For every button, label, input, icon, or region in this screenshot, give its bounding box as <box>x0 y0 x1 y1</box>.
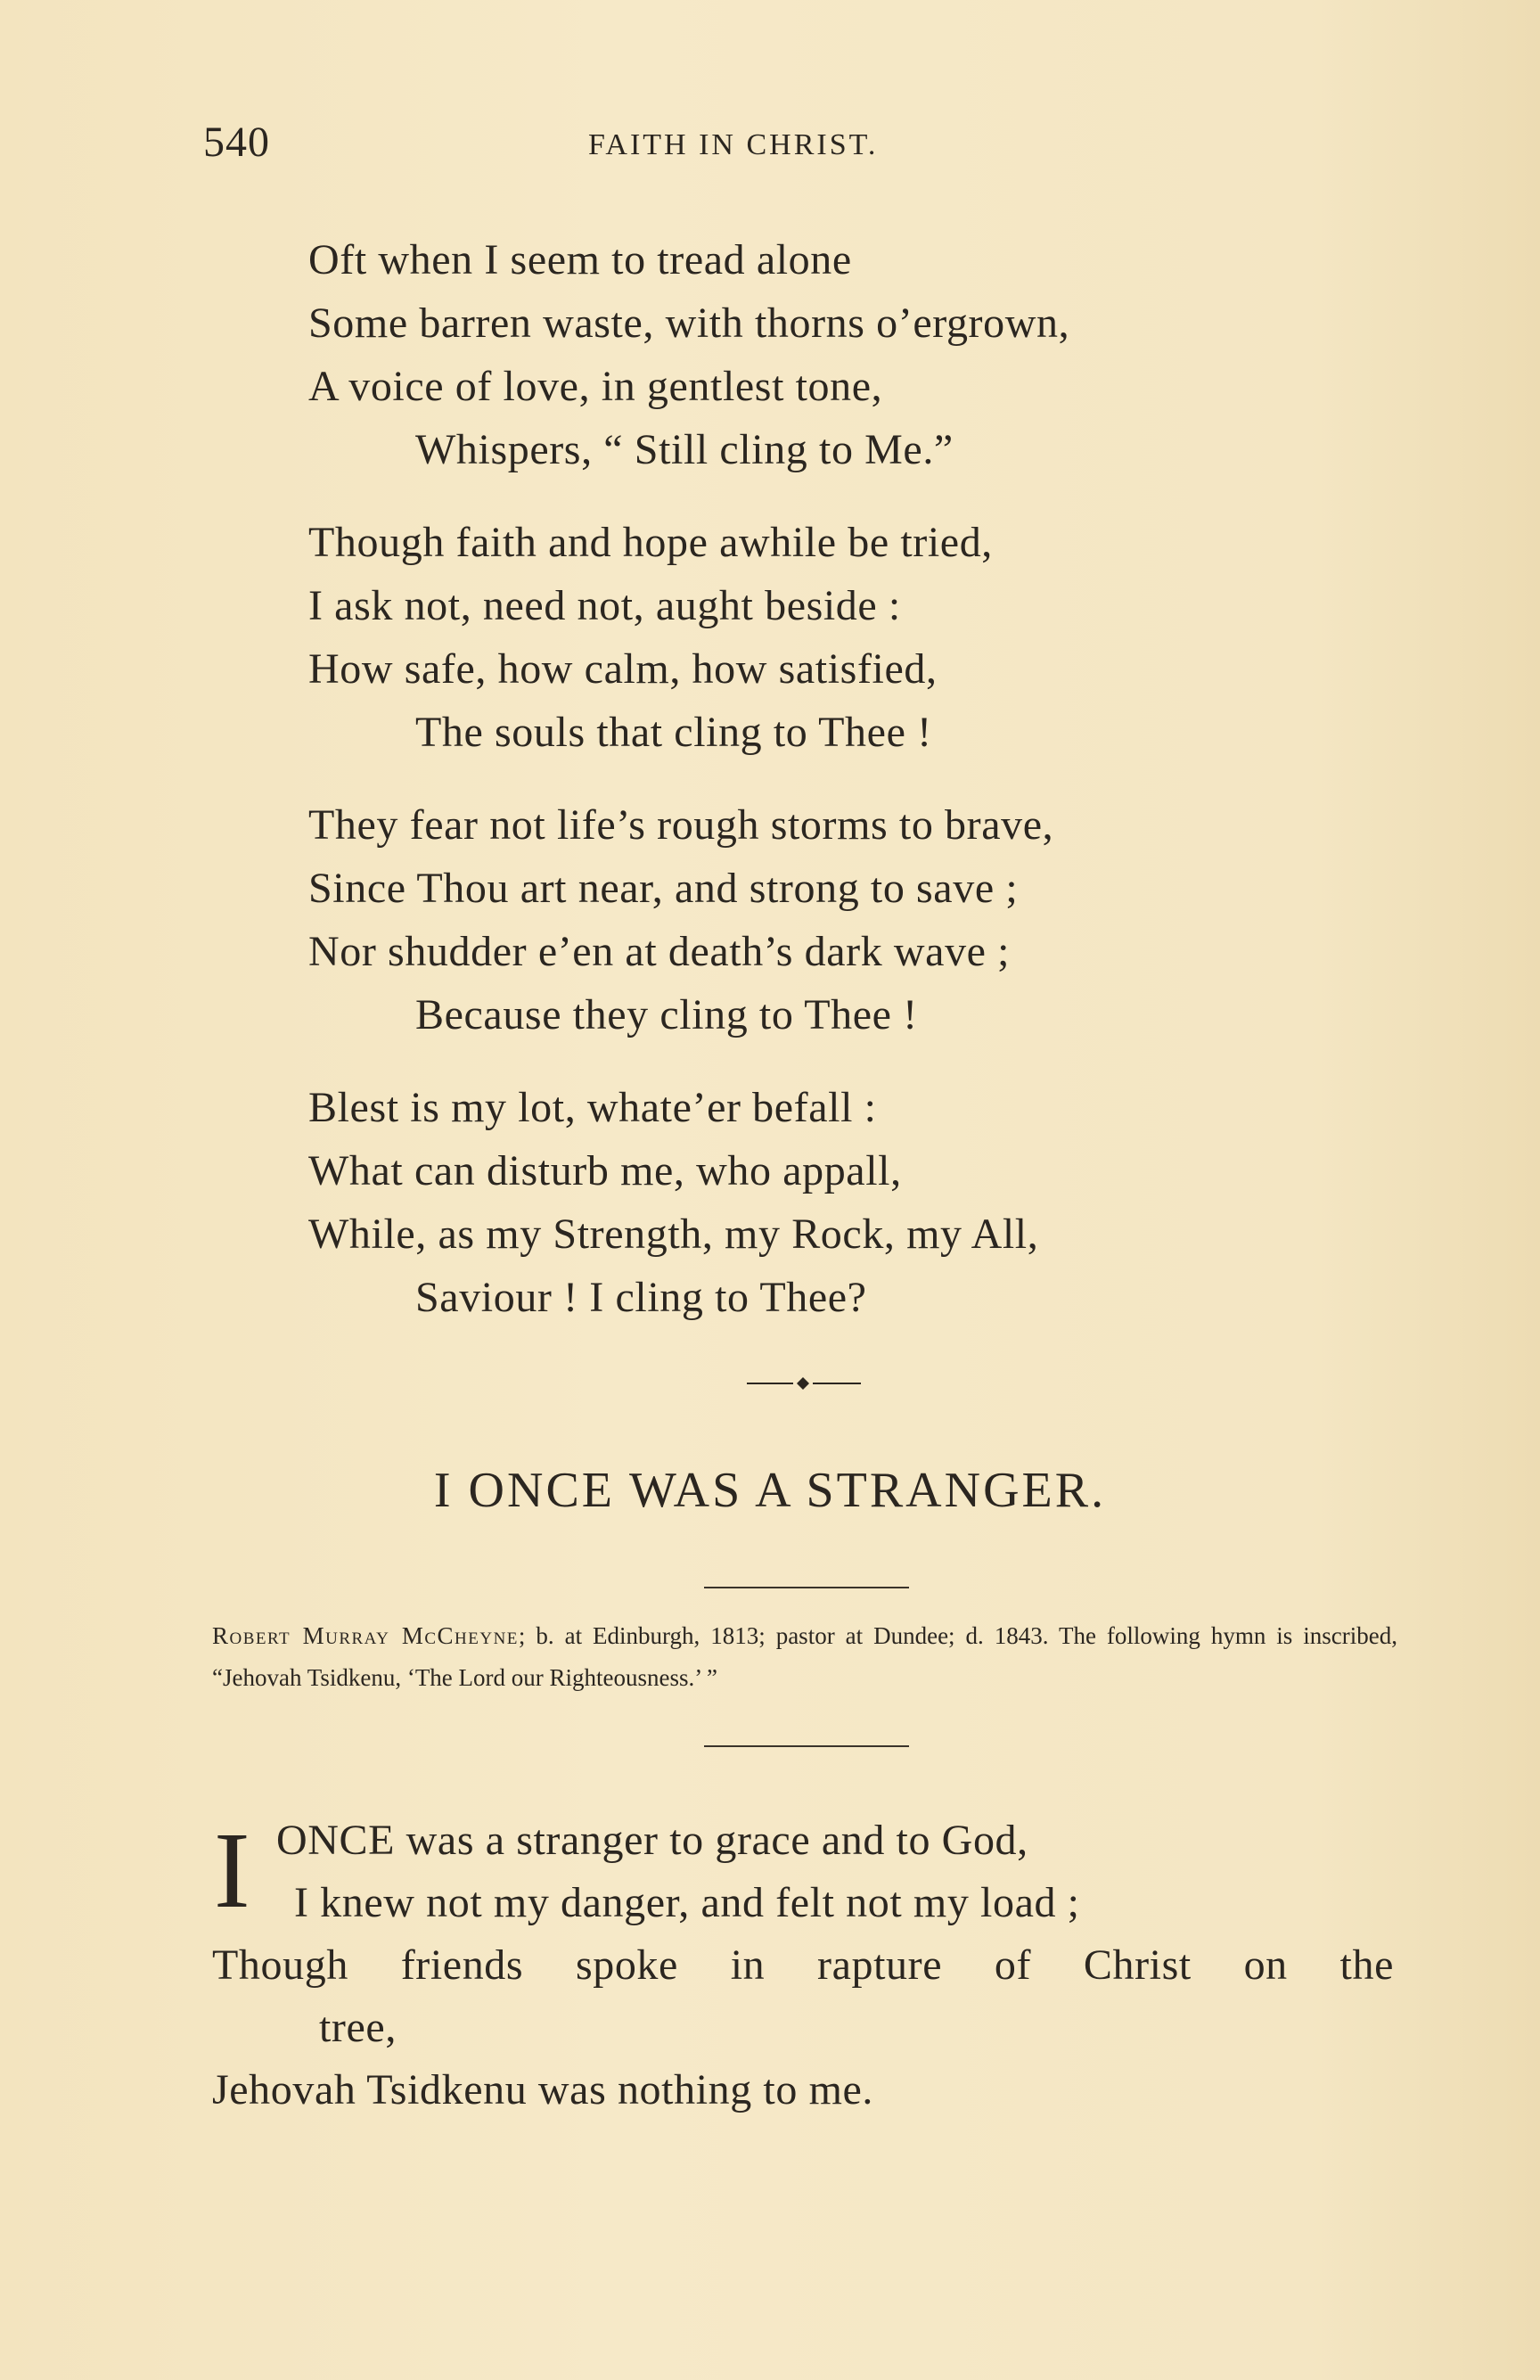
word: on <box>1243 1941 1288 1989</box>
verse-line: I knew not my danger, and felt not my load ; <box>294 1879 1080 1926</box>
verse-line: Oft when I seem to tread alone <box>308 236 852 283</box>
page-number: 540 <box>203 119 270 166</box>
word: of <box>994 1941 1032 1989</box>
refrain-line: Saviour ! I cling to Thee? <box>415 1274 867 1321</box>
poem-faith-in-christ <box>308 228 1378 1358</box>
verse-line: I ask not, need not, aught beside : <box>308 582 901 629</box>
drop-cap-letter: I <box>214 1810 250 1931</box>
author-name: Robert Murray McCheyne <box>212 1622 519 1649</box>
word: spoke <box>575 1941 678 1989</box>
refrain-line: Whispers, “ Still cling to Me.” <box>415 426 954 473</box>
stanza <box>308 511 1378 764</box>
refrain-line: The souls that cling to Thee ! <box>415 709 932 756</box>
verse-line: Though faith and hope awhile be tried, <box>308 519 993 566</box>
stanza <box>308 1076 1378 1329</box>
verse-line: Blest is my lot, whate’er befall : <box>308 1084 877 1131</box>
hymn-title: I ONCE WAS A STRANGER. <box>433 1463 1107 1518</box>
verse-line: Some barren waste, with thorns o’ergrown, <box>308 300 1070 347</box>
dropcap-block <box>212 1810 1406 1934</box>
word: rapture <box>817 1941 943 1989</box>
page-header <box>0 118 1540 180</box>
author-note <box>212 1615 1397 1699</box>
verse-line: While, as my Strength, my Rock, my All, <box>308 1211 1039 1258</box>
word: Though <box>212 1941 348 1989</box>
verse-line: What can disturb me, who appall, <box>308 1147 902 1194</box>
poem-i-once-was-a-stranger <box>212 1810 1406 2121</box>
verse-line: A voice of love, in gentlest tone, <box>308 363 883 410</box>
verse-line: ONCE was a stranger to grace and to God, <box>276 1817 1028 1864</box>
author-note-text: ; b. at Edinburgh, 1813; pastor at Dundee; d. 1843. The following hymn is inscribed, “Jehovah Tsidkenu, ‘The Lord our Righteousness.’ ” <box>212 1622 1397 1691</box>
verse-line-wrap: tree, <box>319 2004 397 2051</box>
verse-line: Since Thou art near, and strong to save ; <box>308 865 1019 912</box>
refrain-line: Because they cling to Thee ! <box>415 991 918 1038</box>
stanza <box>308 228 1378 481</box>
running-head: FAITH IN CHRIST. <box>588 128 879 161</box>
word: friends <box>400 1941 524 1989</box>
verse-line: Jehovah Tsidkenu was nothing to me. <box>212 2066 874 2113</box>
verse-line: How safe, how calm, how satisfied, <box>308 645 938 693</box>
title-rule-top <box>704 1587 909 1588</box>
word: Christ <box>1083 1941 1192 1989</box>
verse-line: They fear not life’s rough storms to brave, <box>308 801 1054 849</box>
verse-line-justified <box>212 1934 1394 1997</box>
word: in <box>730 1941 766 1989</box>
stanza <box>308 793 1378 1046</box>
verse-line: Nor shudder e’en at death’s dark wave ; <box>308 928 1011 975</box>
section-divider-ornament <box>747 1373 863 1394</box>
title-rule-bottom <box>704 1745 909 1747</box>
word: the <box>1339 1941 1394 1989</box>
